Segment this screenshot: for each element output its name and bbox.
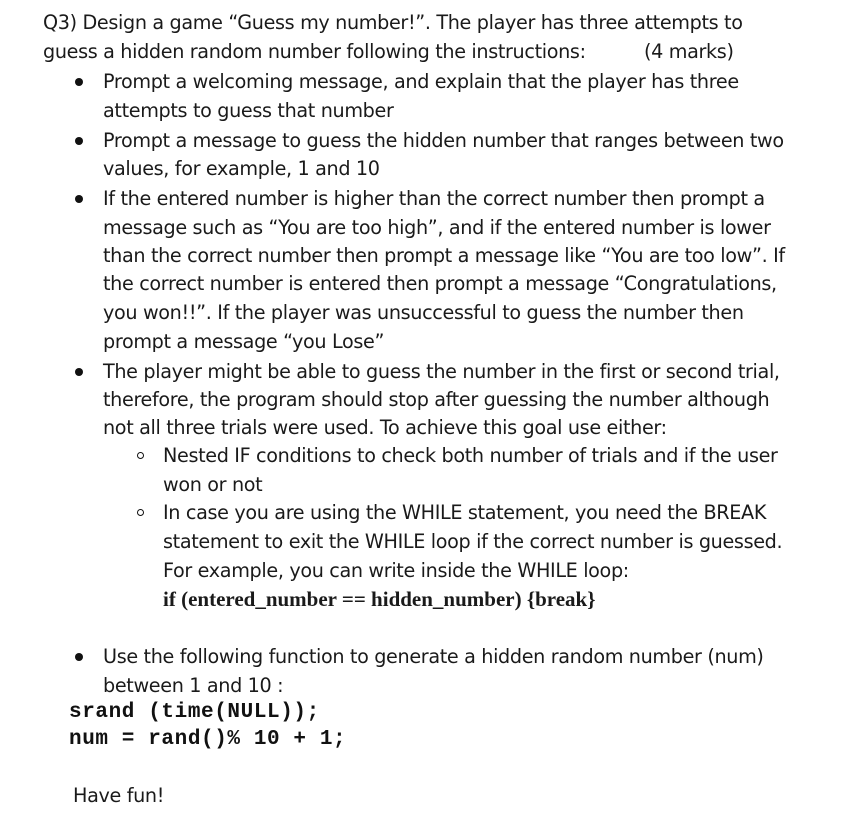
closing-text: Have fun!	[73, 784, 165, 807]
sub-bullet-1-line-2: won or not	[163, 473, 263, 496]
bullet-4-line-1: The player might be able to guess the number in the first or second trial,	[103, 360, 780, 383]
bullet-3-line-3: than the correct number then prompt a message like “You are too low”. If	[103, 244, 785, 267]
bullet-1-line-2: attempts to guess that number	[103, 99, 394, 122]
bullet-3-line-2: message such as “You are too high”, and if the entered number is lower	[103, 216, 771, 239]
bullet-dot	[75, 195, 83, 203]
sub-bullet-1-line-1: Nested IF conditions to check both number of trials and if the user	[163, 444, 778, 467]
sub-bullet-2-line-3: For example, you can write inside the WHILE loop:	[163, 559, 629, 582]
question-text-line-1: Q3) Design a game “Guess my number!”. The player has three attempts to	[43, 11, 743, 34]
sub-bullet-2-line-1: In case you are using the WHILE statement, you need the BREAK	[163, 501, 767, 524]
bullet-5-line-2: between 1 and 10 :	[103, 674, 284, 697]
bullet-dot	[75, 78, 83, 86]
bullet-3-line-4: the correct number is entered then prompt a message “Congratulations,	[103, 272, 777, 295]
bullet-5-line-1: Use the following function to generate a hidden random number (num)	[103, 645, 764, 668]
question-text-line-2: guess a hidden random number following the instructions:	[43, 40, 586, 63]
code-line-srand: srand (time(NULL));	[69, 701, 320, 724]
code-line-num: num = rand()% 10 + 1;	[69, 728, 347, 751]
bullet-4-line-2: therefore, the program should stop after guessing the number although	[103, 388, 770, 411]
sub-bullet-2-line-2: statement to exit the WHILE loop if the correct number is guessed.	[163, 530, 783, 553]
code-example-if-break: if (entered_number == hidden_number) {break}	[163, 587, 596, 611]
bullet-3-line-6: prompt a message “you Lose”	[103, 330, 385, 353]
bullet-dot	[75, 653, 83, 661]
bullet-3-line-1: If the entered number is higher than the correct number then prompt a	[103, 187, 765, 210]
sub-bullet-circle	[137, 452, 144, 459]
bullet-dot	[75, 137, 83, 145]
bullet-1-line-1: Prompt a welcoming message, and explain that the player has three	[103, 70, 739, 93]
bullet-3-line-5: you won!!”. If the player was unsuccessful to guess the number then	[103, 301, 744, 324]
sub-bullet-circle	[137, 509, 144, 516]
marks-label: (4 marks)	[644, 40, 734, 63]
bullet-dot	[75, 368, 83, 376]
bullet-2-line-1: Prompt a message to guess the hidden number that ranges between two	[103, 129, 784, 152]
bullet-2-line-2: values, for example, 1 and 10	[103, 157, 380, 180]
bullet-4-line-3: not all three trials were used. To achieve this goal use either:	[103, 416, 667, 439]
